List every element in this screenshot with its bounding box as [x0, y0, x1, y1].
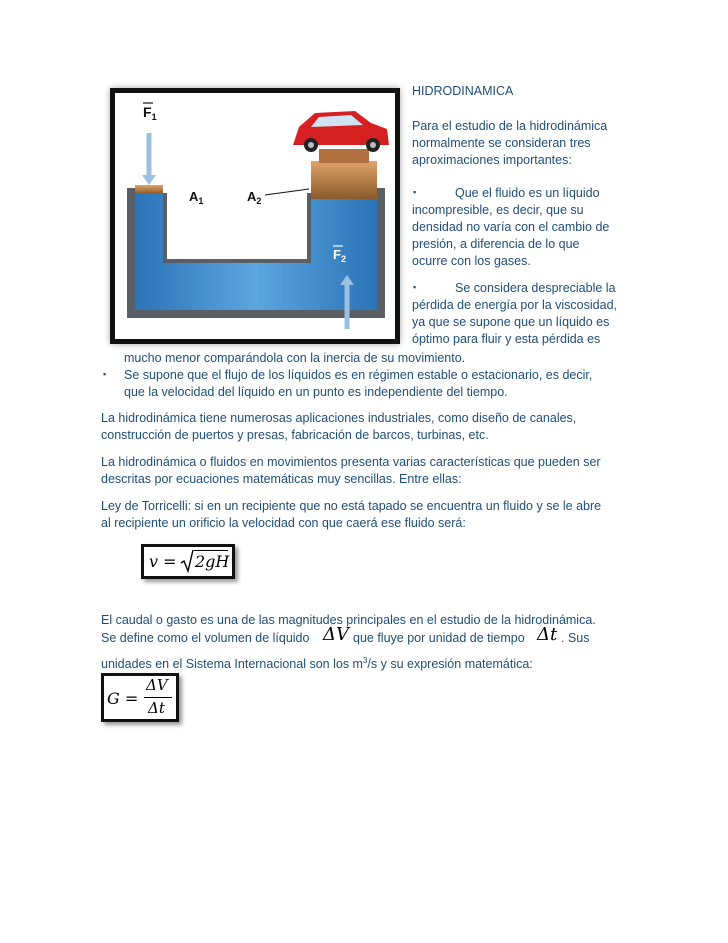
bullet-marker-1: ▪	[413, 187, 417, 197]
torricelli-formula	[141, 544, 235, 579]
bullet2-line-3: ya que se supone que un líquido es	[412, 315, 610, 329]
bullet1-line-5: ocurre con los gases.	[412, 254, 531, 268]
formula2-lhs: G =	[107, 689, 139, 708]
bullet1-line-2: incompresible, es decir, que su	[412, 203, 584, 217]
bullet1-line-3: densidad no varía con el cambio de	[412, 220, 610, 234]
formula1-radicand: 2gH	[195, 552, 230, 571]
para4-line-1: El caudal o gasto es una de las magnitudes principales en el estudio de la hidrodinámica.	[101, 613, 596, 627]
fraction-bar	[144, 697, 172, 698]
superscript-3: 3	[362, 656, 368, 665]
formula1-lhs: v =	[149, 552, 177, 571]
label-a2: $A_2$	[247, 189, 262, 206]
para4-line-3b: /s y su expresión matemática:	[367, 657, 533, 672]
bullet-marker-3: ▪	[103, 369, 107, 379]
para4-line-2b: que fluye por unidad de tiempo	[353, 631, 525, 645]
bullet1-line-1: Que el fluido es un líquido	[455, 186, 600, 200]
para4-line-3	[101, 652, 533, 673]
square-root-icon	[180, 549, 194, 573]
bullet2-line-4: óptimo para fluir y esta pérdida es	[412, 332, 601, 346]
label-f1: $F_1$	[143, 104, 157, 122]
formula2-denominator: Δt	[148, 699, 165, 717]
para1-line-2: construcción de puertos y presas, fabricación de barcos, turbinas, etc.	[101, 428, 489, 442]
bullet-marker-2: ▪	[413, 282, 417, 292]
label-f2: $F_2$	[333, 247, 346, 264]
bullet2-line-5: mucho menor comparándola con la inercia de su movimiento.	[124, 351, 466, 365]
bullet2-line-1: Se considera despreciable la	[455, 281, 616, 295]
intro-line-1: Para el estudio de la hidrodinámica	[412, 119, 608, 133]
intro-line-3: aproximaciones importantes:	[412, 153, 572, 167]
document-title: HIDRODINAMICA	[412, 84, 514, 98]
para4-line-2a: Se define como el volumen de líquido	[101, 631, 310, 645]
para2-line-2: descritas por ecuaciones matemáticas muy sencillas. Entre ellas:	[101, 472, 462, 486]
para2-line-1: La hidrodinámica o fluidos en movimientos presenta varias características que pueden ser	[101, 455, 601, 469]
para3-line-2: al recipiente un orificio la velocidad con que caerá ese fluido será:	[101, 516, 466, 530]
piston-platform	[319, 149, 369, 163]
caudal-formula	[101, 673, 179, 722]
delta-t-symbol: Δt	[537, 624, 558, 645]
car-illustration	[293, 111, 389, 152]
bullet3-line-2: que la velocidad del líquido en un punto es independiente del tiempo.	[124, 385, 508, 399]
hydraulic-press-illustration	[115, 93, 395, 339]
label-a1: $A_1$	[189, 189, 204, 206]
intro-line-2: normalmente se consideran tres	[412, 136, 591, 150]
bullet3-line-1: Se supone que el flujo de los líquidos es en régimen estable o estacionario, es decir,	[124, 368, 593, 382]
formula2-numerator: ΔV	[146, 676, 168, 694]
bullet2-line-2: pérdida de energía por la viscosidad,	[412, 298, 617, 312]
small-piston	[135, 185, 163, 194]
hydraulic-press-figure	[110, 88, 400, 344]
large-piston	[311, 161, 377, 199]
delta-v-symbol: ΔV	[323, 624, 349, 645]
para1-line-1: La hidrodinámica tiene numerosas aplicaciones industriales, como diseño de canales,	[101, 411, 577, 425]
para4-line-2c: . Sus	[561, 631, 590, 645]
para3-line-1: Ley de Torricelli: si en un recipiente que no está tapado se encuentra un fluido y se le abre	[101, 499, 602, 513]
bullet1-line-4: presión, a diferencia de lo que	[412, 237, 580, 251]
para4-line-3a: unidades en el Sistema Internacional son los m	[101, 657, 363, 672]
